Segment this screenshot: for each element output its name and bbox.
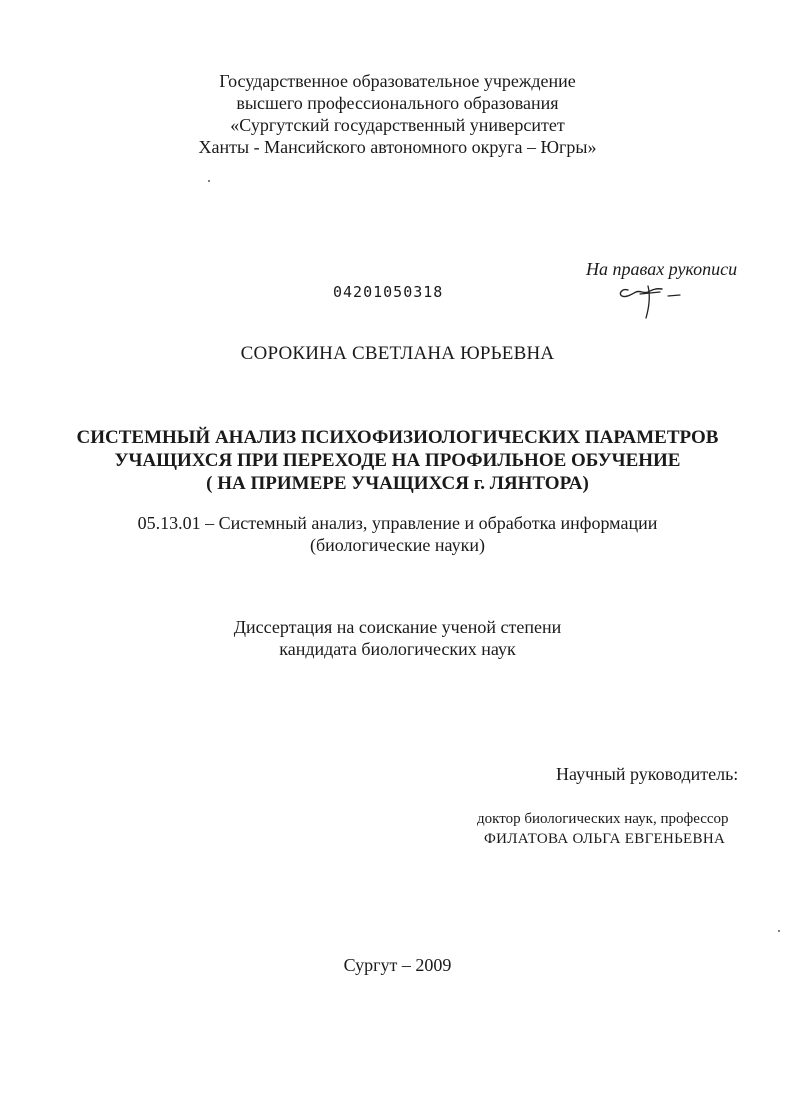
institution-line-1: Государственное образовательное учреждение: [219, 71, 576, 91]
title-line-2: УЧАЩИХСЯ ПРИ ПЕРЕХОДЕ НА ПРОФИЛЬНОЕ ОБУЧЕНИЕ: [114, 450, 681, 471]
scan-speck: [778, 930, 780, 932]
specialty: [0, 512, 795, 556]
specialty-line-1: 05.13.01 – Системный анализ, управление и обработка информации: [137, 513, 658, 533]
institution-line-2: высшего профессионального образования: [236, 93, 559, 113]
institution-header: [0, 70, 795, 158]
author-name: СОРОКИНА СВЕТЛАНА ЮРЬЕВНА: [240, 343, 555, 364]
city-year: Сургут – 2009: [343, 955, 452, 975]
scan-speck: [208, 180, 210, 182]
handwritten-signature: [614, 280, 684, 322]
degree-statement: [0, 616, 795, 660]
institution-line-3: «Сургутский государственный университет: [230, 115, 565, 135]
title-line-3: ( НА ПРИМЕРЕ УЧАЩИХСЯ г. ЛЯНТОРА): [206, 473, 589, 494]
supervisor-degree: доктор биологических наук, профессор: [477, 811, 729, 827]
supervisor-name: ФИЛАТОВА ОЛЬГА ЕВГЕНЬЕВНА: [484, 831, 726, 847]
registration-code: 04201050318: [333, 283, 444, 301]
title-line-1: СИСТЕМНЫЙ АНАЛИЗ ПСИХОФИЗИОЛОГИЧЕСКИХ ПАРАМЕТРОВ: [76, 427, 719, 448]
specialty-line-2: (биологические науки): [310, 535, 485, 555]
supervisor-label: Научный руководитель:: [556, 764, 739, 784]
degree-line-1: Диссертация на соискание ученой степени: [233, 617, 562, 637]
institution-line-4: Ханты - Мансийского автономного округа – Югры»: [198, 137, 597, 157]
dissertation-title: [0, 426, 795, 495]
degree-line-2: кандидата биологических наук: [279, 639, 516, 659]
rights-note: На правах рукописи: [586, 259, 738, 279]
